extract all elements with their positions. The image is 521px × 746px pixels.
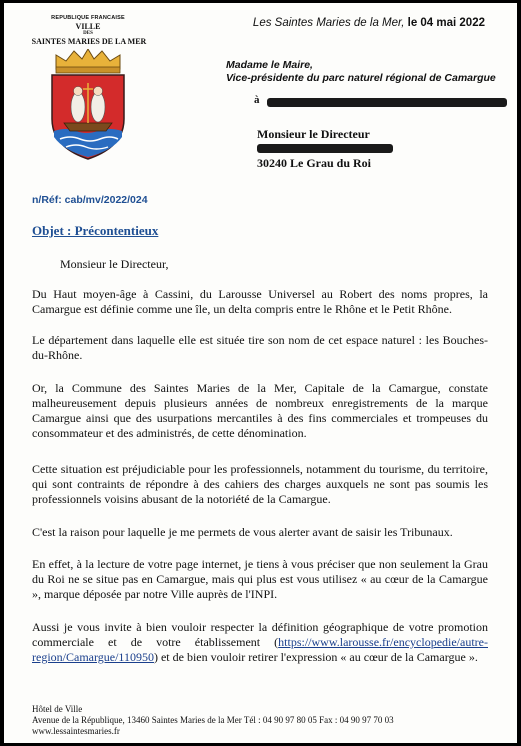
place-date — [253, 17, 485, 29]
coat-of-arms-icon — [46, 49, 130, 161]
paragraph-4: Cette situation est préjudiciable pour les professionnels, notamment du tourisme, du territoire, qui sont contraints de répondre à des cahiers des charges auxquels ne sont pas soumis les professionnels voisins abusant de la notoriété de la Camargue. — [32, 462, 488, 506]
recipient-block — [257, 127, 371, 171]
subject-line: Objet : Précontentieux — [32, 223, 159, 238]
footer-website: www.lessaintesmaries.fr — [32, 726, 120, 736]
recipient-address-redacted — [257, 142, 371, 156]
sender-title: Madame le Maire, — [226, 59, 313, 71]
recipient-prefix: à — [254, 94, 260, 106]
sender-block — [226, 59, 496, 85]
salutation: Monsieur le Directeur, — [60, 257, 169, 271]
place: Les Saintes Maries de la Mer, — [252, 17, 405, 29]
paragraph-7-start: Aussi je vous invite à bien vouloir respecter la définition géographique de votre promotion commerciale et de votre établissement ( — [32, 620, 488, 649]
paragraph-7-end: ) et de bien vouloir retirer l'expression « au cœur de la Camargue ». — [153, 650, 478, 664]
date: le 04 mai 2022 — [407, 17, 485, 29]
paragraph-6: En effet, à la lecture de votre page internet, je tiens à vous préciser que non seulement la Grau du Roi ne se situe pas en Camargue, mais qui plus est vous utilisez « au cœur de la Camargue », marque déposée par notre Ville auprès de l'INPI. — [32, 557, 488, 601]
ville-label: VILLE — [75, 22, 101, 31]
republic-label: REPUBLIQUE FRANCAISE — [51, 15, 125, 21]
town-name: SAINTES MARIES DE LA MER — [31, 37, 147, 46]
footer-building: Hôtel de Ville — [32, 704, 83, 714]
recipient-title: Monsieur le Directeur — [257, 127, 370, 141]
letter-page — [4, 3, 517, 743]
sender-role: Vice-présidente du parc naturel régional de Camargue — [226, 72, 496, 84]
paragraph-7 — [32, 620, 488, 665]
redaction-bar — [267, 98, 507, 107]
paragraph-2: Le département dans laquelle elle est située tire son nom de cet espace naturel : les Bouches-du-Rhône. — [32, 333, 488, 362]
paragraph-5: C'est la raison pour laquelle je me permets de vous alerter avant de saisir les Tribunaux. — [32, 525, 453, 539]
paragraph-3: Or, la Commune des Saintes Maries de la Mer, Capitale de la Camargue, constate malheureusement depuis plusieurs années de nombreux enregistrements de la marque Camargue ainsi que des usurpations mercantiles à des fins commerciales et trompeuses du consommateur et des administrés, de cette dénomination. — [32, 381, 488, 440]
des-label: DES — [83, 31, 93, 36]
footer — [32, 704, 394, 737]
paragraph-1: Du Haut moyen-âge à Cassini, du Larousse Universel au Robert des noms propres, la Camargue est définie comme une île, un delta compris entre le Rhône et le Petit Rhône. — [32, 287, 488, 316]
recipient-postal-city: 30240 Le Grau du Roi — [257, 156, 372, 170]
larousse-link[interactable]: https://www.larousse.fr/encyclopedie/autre-region/Camargue/110950 — [32, 635, 488, 664]
footer-address-contact: Avenue de la République, 13460 Saintes Maries de la Mer Tél : 04 90 97 80 05 Fax : 04 90 97 70 03 — [32, 715, 394, 725]
reference-number: n/Réf: cab/mv/2022/024 — [32, 194, 148, 206]
